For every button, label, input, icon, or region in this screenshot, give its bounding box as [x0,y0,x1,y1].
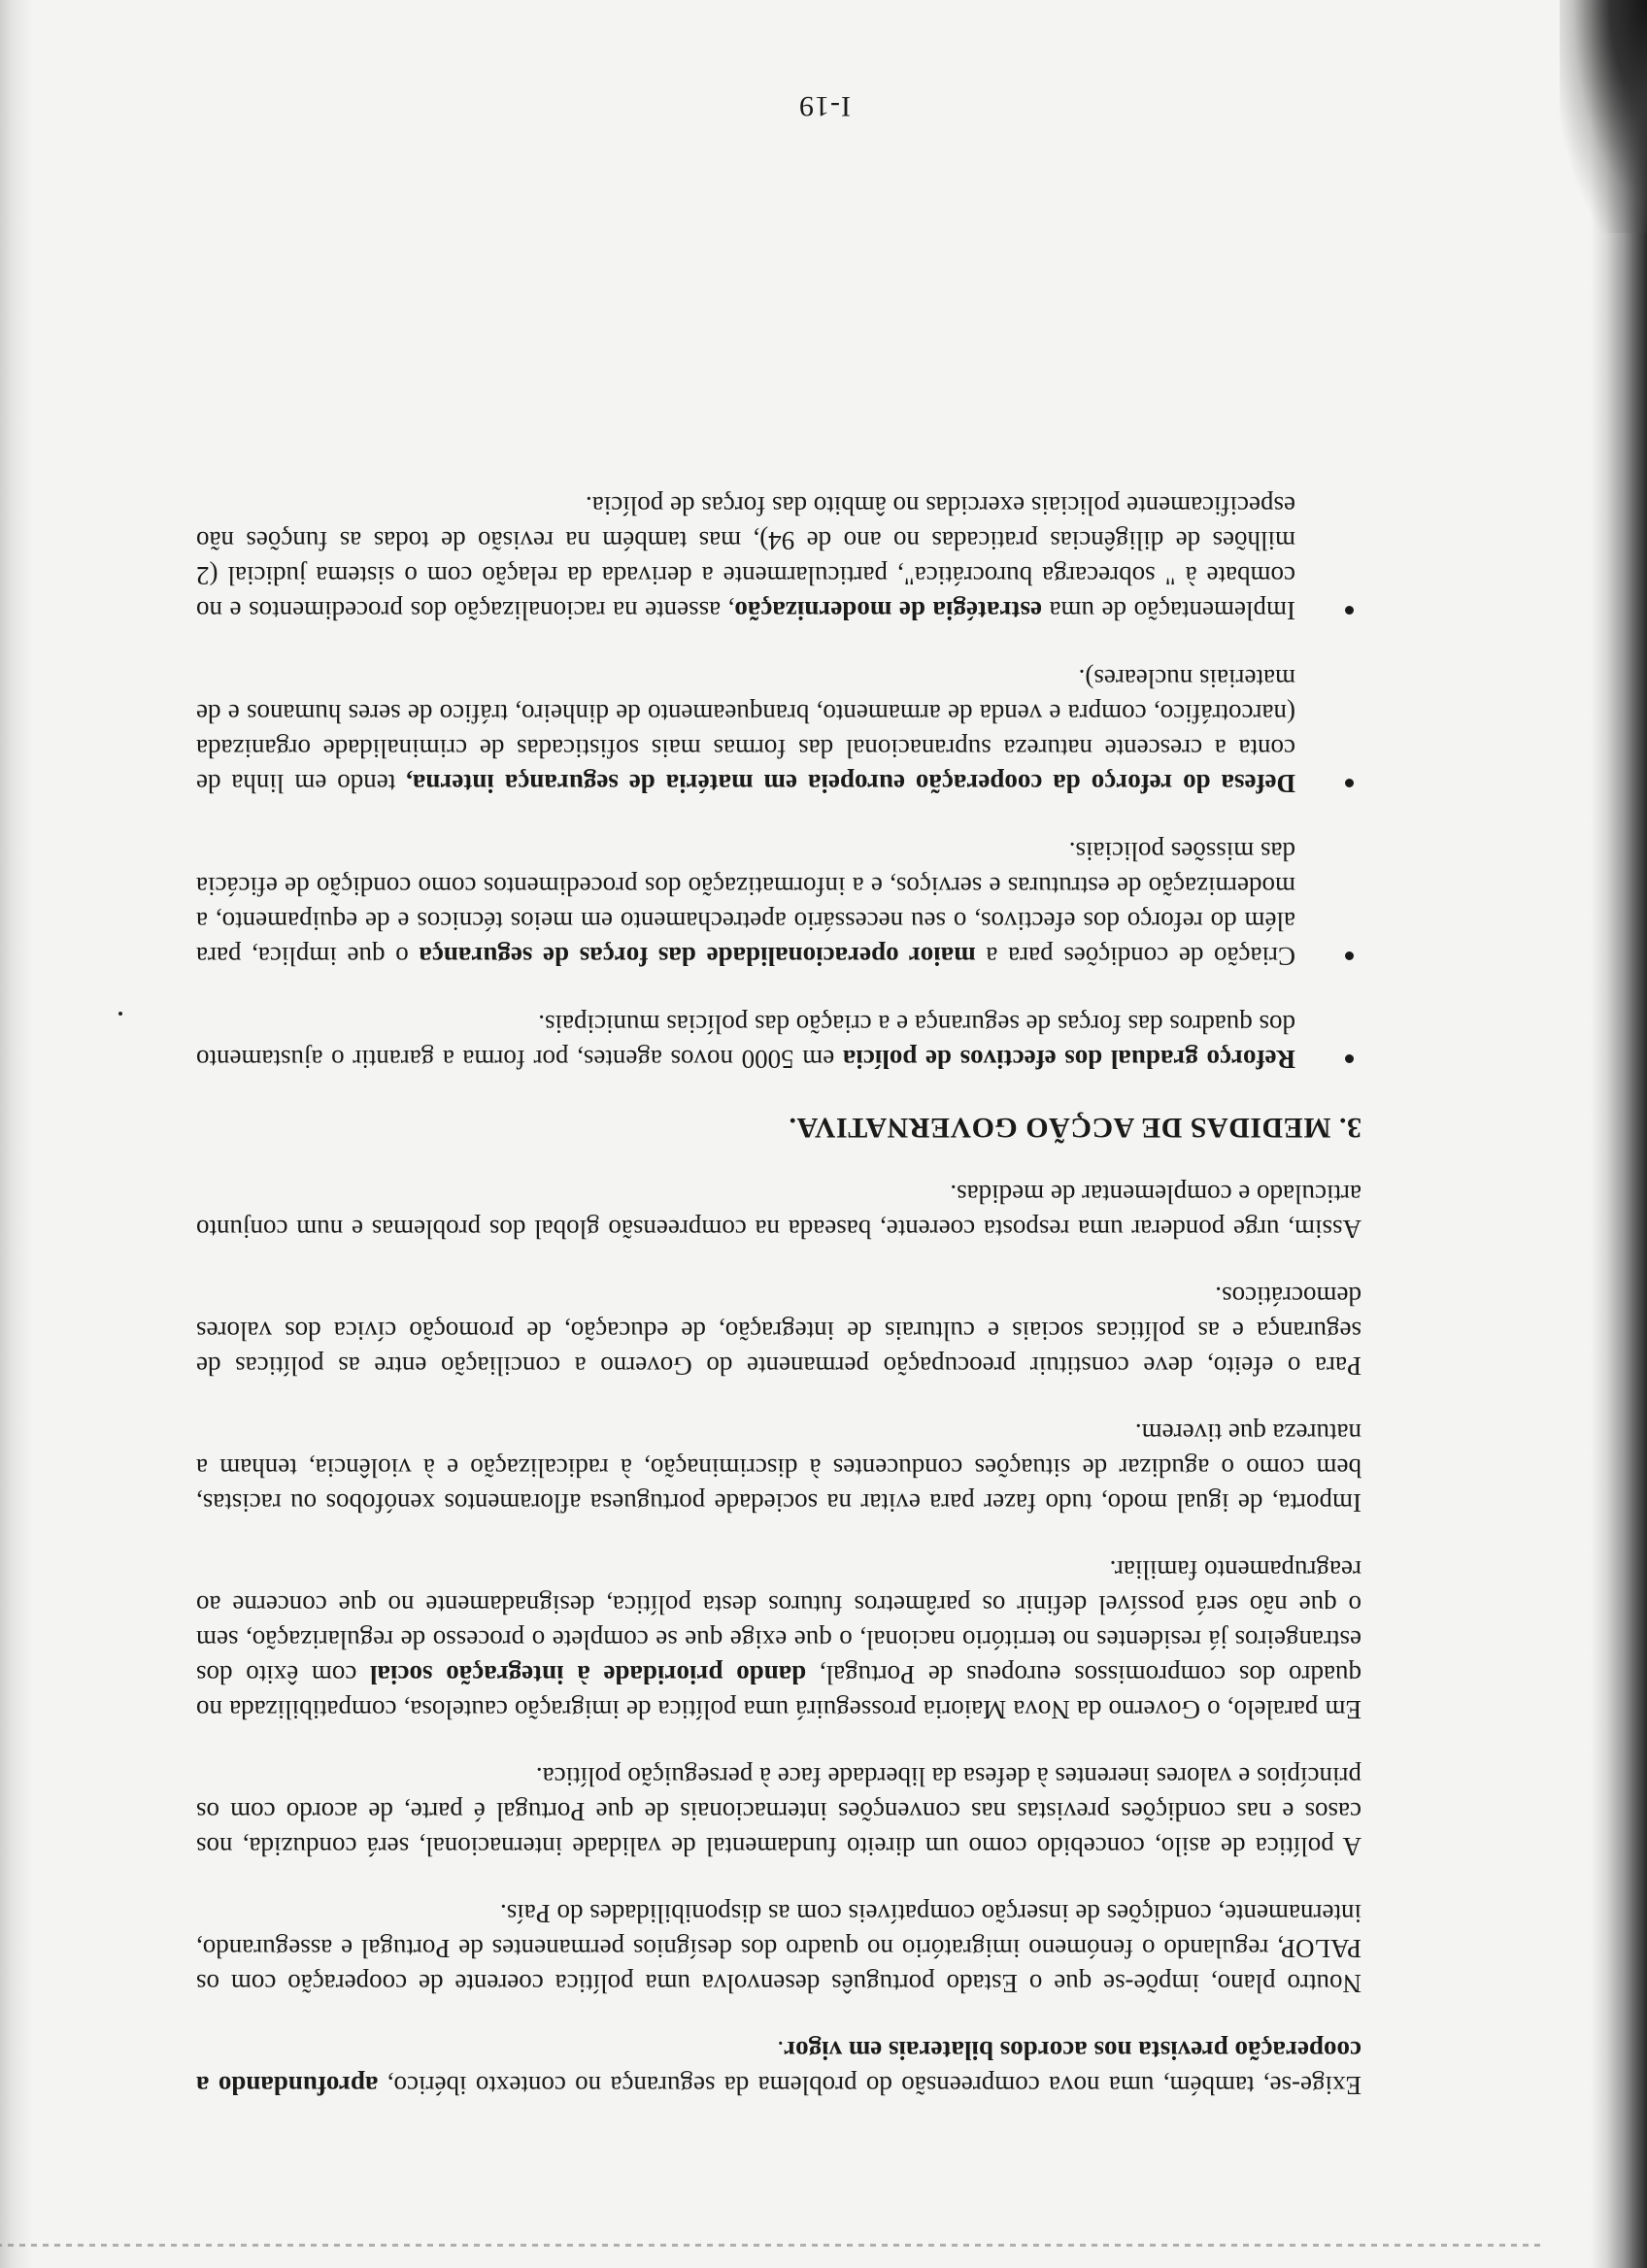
bullet-icon [1345,951,1354,960]
text-run: Importa, de igual modo, tudo fazer para evitar na sociedade portuguesa afloramentos xenófobos ou racistas, bem como o agudizar de situações conducentes à discriminação, à radicalização e à violência, tenham a natureza que tiverem. [196,1418,1361,1518]
bold-text: aprofundando a cooperação prevista nos acordos bilaterais em vigor [196,2036,1361,2100]
text-run: Exige-se, também, uma nova compreensão do problema da segurança no contexto ibérico, [378,2071,1361,2100]
text-run: A política de asilo, concebido como um direito fundamental de validade internacional, será conduzida, nos casos e nas condições previstas nas convenções internacionais de que Portugal é parte, de acordo com os princípios e valores inerentes à defesa da liberdade face à perseguição política. [196,1762,1361,1861]
measure-item [196,661,1361,801]
document-body [196,455,1361,2103]
paragraph [196,1279,1361,1384]
bullet-icon [1345,1054,1354,1063]
paragraph [196,1177,1361,1247]
paragraphs [196,1177,1361,2103]
bold-text: Reforço gradual dos efectivos de polícia [842,1045,1295,1074]
text-run: Para o efeito, deve constituir preocupação permanente do Governo a conciliação entre as políticas de segurança e as políticas sociais e culturais de integração, de educação, de promoção cívica dos valores democráticos. [196,1282,1361,1381]
paragraph [196,1759,1361,1864]
text-run: Assim, urge ponderar uma resposta coerente, baseada na compreensão global dos problemas e num conjunto articulado e complementar de medidas. [196,1180,1361,1244]
paragraph [196,1896,1361,2001]
paragraph [196,1552,1361,1727]
measure-item [196,834,1361,974]
text-run: , assente na racionalização dos procedimentos e no combate à " sobrecarga burocrática", particularmente a derivada da relação com o sistema judicial (2 milhões de diligências praticadas no ano de 94), mas também na revisão de todas as funções não especificamente policiais exercidas no âmbito das forças de polícia. [195,491,1295,625]
scan-speck [118,1012,122,1016]
text-run: Em paralelo, o Governo da Nova Maioria prosseguirá uma política de imigração cautelosa, compatibilizada no quadro dos compromissos europeus de Portugal, [196,1660,1361,1724]
bold-text: maior operacionalidade das forças de segurança [419,942,976,971]
bold-text: Defesa do reforço da cooperação europeia em matéria de segurança interna, [406,769,1295,798]
text-run: com êxito dos estrangeiros já residentes no território nacional, o que exige que se complete o processo de regularização, sem o que não será possível definir os parâmetros futuros desta política, designadamente no que concerne ao reagrupamento familiar. [196,1555,1361,1689]
paragraph [196,2033,1361,2103]
text-run: Criação de condições para a [975,942,1295,971]
bullet-icon [1345,779,1354,787]
bullet-icon [1345,606,1354,615]
text-run: Noutro plano, impõe-se que o Estado português desenvolva uma política coerente de cooperação com os PALOP, regulando o fenómeno imigratório no quadro dos desígnios permanentes de Portugal e assegurando, internamente, condições de inserção compatíveis com as disponibilidades do País. [196,1899,1361,1998]
binding-corner [1560,0,1647,233]
measure-item [196,488,1361,628]
bold-text: estratégia de modernização [734,596,1042,625]
measure-item [196,1007,1361,1077]
scan-artifact-line [0,2244,1540,2247]
page-edge [0,0,33,2268]
text-run: tendo em linha de conta a crescente natureza supranacional das formas mais sofisticadas de criminalidade organizada (narcotráfico, compra e venda de armamento, branqueamento de dinheiro, tráfico de seres humanos e de materiais nucleares). [196,664,1295,798]
paragraph [196,1416,1361,1520]
measures-list [196,488,1361,1077]
page-number: I-19 [798,90,851,122]
bold-text: dando prioridade à integração social [370,1660,807,1689]
text-run: em 5000 novos agentes, por forma a garantir o ajustamento dos quadros das forças de segurança e a criação das polícias municipais. [196,1010,1295,1074]
binding-shadow [1591,0,1647,2268]
text-run: o que implica, para além do reforço dos efectivos, o seu necessário apetrechamento em meios técnicos e de equipamento, a modernização de estruturas e serviços, e a informatização dos procedimentos como condição de eficácia das missões policiais. [196,837,1295,971]
text-run: . [777,2036,785,2065]
section-heading: 3. MEDIDAS DE ACÇÃO GOVERNATIVA. [789,1112,1361,1144]
text-run: Implementação de uma [1041,596,1295,625]
